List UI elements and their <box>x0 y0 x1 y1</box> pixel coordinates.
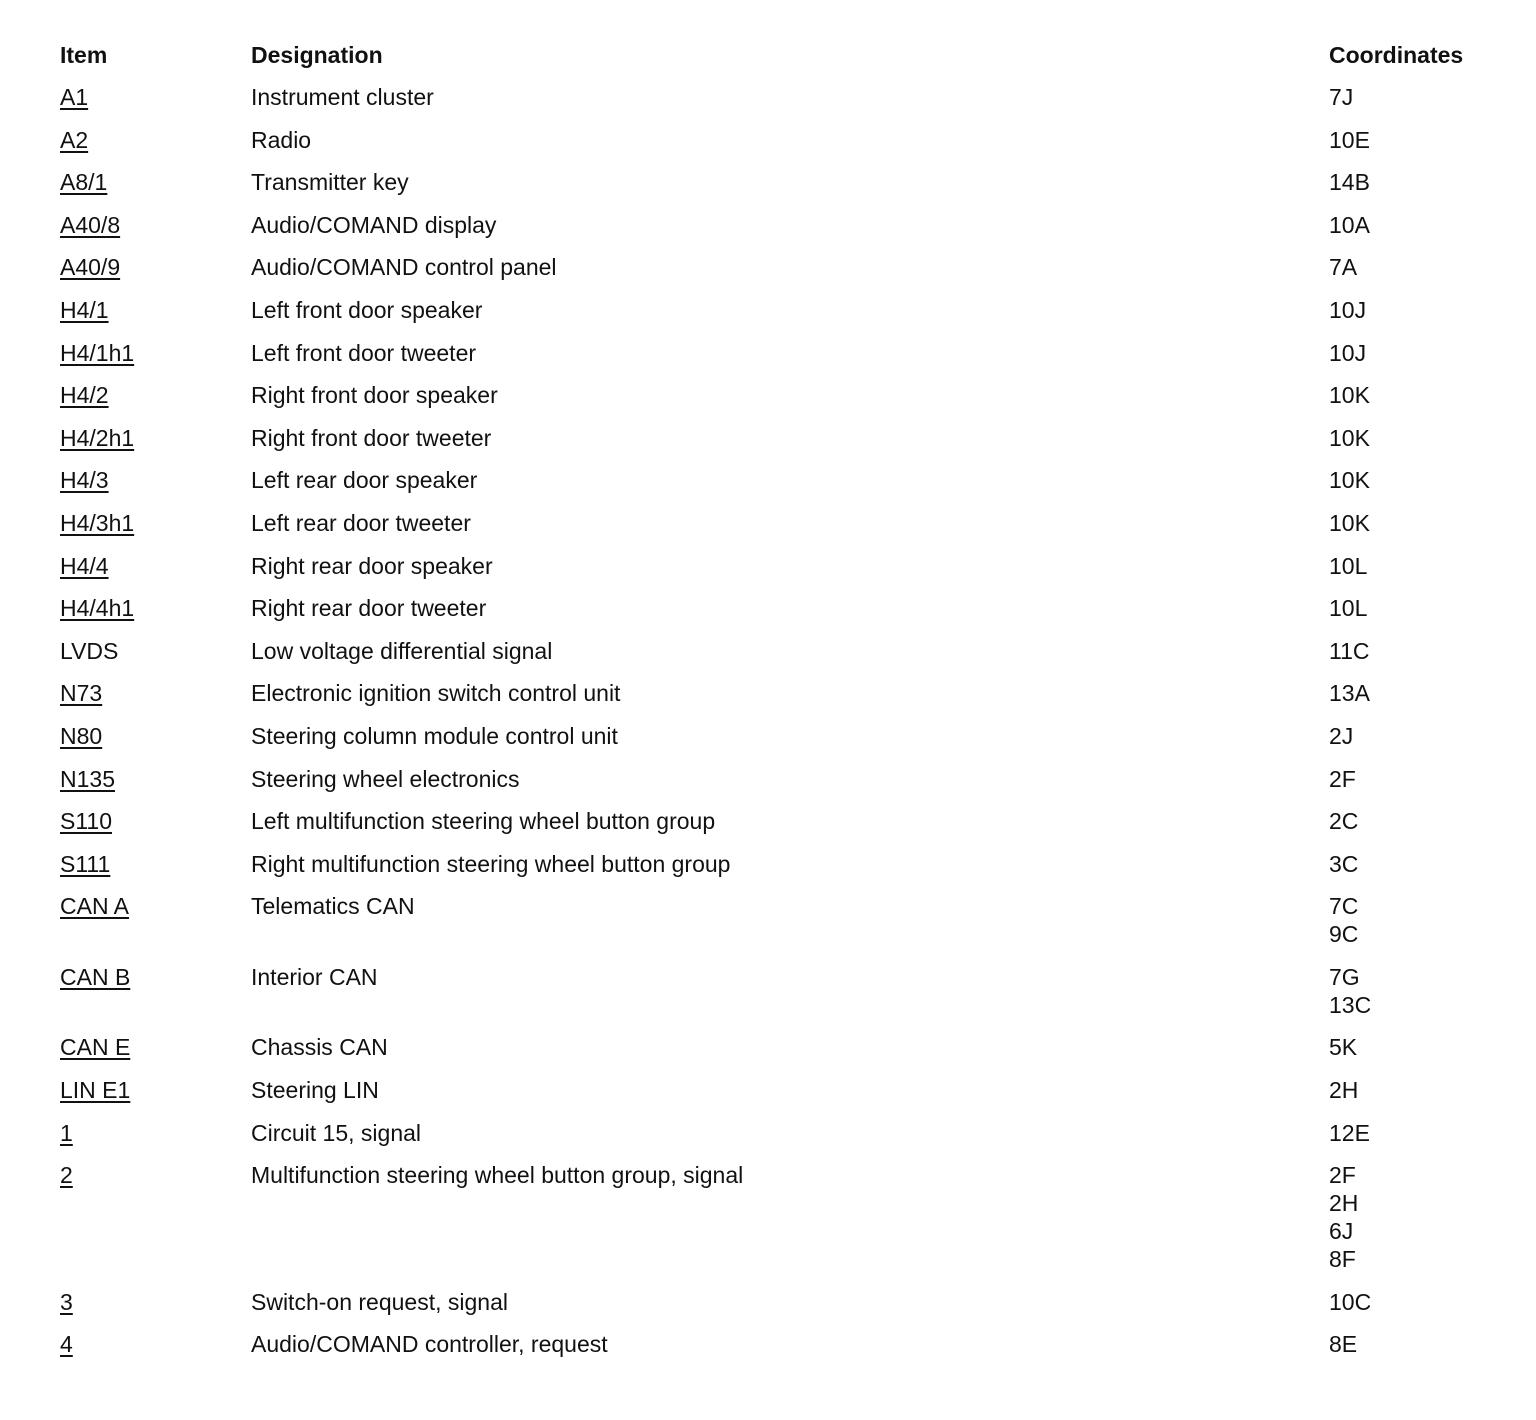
coordinates-cell <box>1329 509 1500 552</box>
item-link[interactable]: 1 <box>60 1119 73 1146</box>
table-row <box>60 594 1500 637</box>
coordinate-value: 7G <box>1329 963 1360 990</box>
designation-cell: Steering column module control unit <box>251 722 618 749</box>
item-link[interactable]: N80 <box>60 722 103 749</box>
coordinates-cell <box>1329 296 1500 339</box>
coordinate-value: 10J <box>1329 296 1367 323</box>
coordinate-value: 7C <box>1329 893 1359 920</box>
designation-cell: Left rear door tweeter <box>251 509 471 536</box>
coordinates-cell <box>1329 126 1500 169</box>
item-link[interactable]: N135 <box>60 765 115 792</box>
coordinate-value: 13A <box>1329 680 1370 707</box>
item-cell <box>60 552 251 595</box>
coordinates-cell <box>1329 253 1500 296</box>
table-row <box>60 850 1500 893</box>
coordinate-value: 12E <box>1329 1119 1370 1146</box>
coordinates-cell <box>1329 552 1500 595</box>
item-link[interactable]: LIN E1 <box>60 1077 131 1104</box>
coordinates-cell <box>1329 466 1500 509</box>
table-row <box>60 963 1500 1034</box>
item-cell <box>60 83 251 126</box>
coordinate-value: 10K <box>1329 467 1370 494</box>
designation-cell: Audio/COMAND control panel <box>251 254 557 281</box>
coordinate-value: 10A <box>1329 211 1370 238</box>
item-link[interactable]: N73 <box>60 680 103 707</box>
coordinates-cell <box>1329 211 1500 254</box>
coordinates-cell <box>1329 892 1500 963</box>
designation-cell: Steering LIN <box>251 1077 379 1104</box>
table-row <box>60 722 1500 765</box>
designation-cell: Radio <box>251 126 312 153</box>
table-row <box>60 552 1500 595</box>
coordinate-value: 11C <box>1329 637 1370 664</box>
table-row <box>60 509 1500 552</box>
item-cell <box>60 1076 251 1119</box>
item-link[interactable]: A1 <box>60 84 89 110</box>
item-cell <box>60 963 251 1034</box>
table-row <box>60 765 1500 808</box>
item-cell <box>60 1033 251 1076</box>
item-cell <box>60 509 251 552</box>
coordinate-value: 5K <box>1329 1034 1358 1061</box>
item-link[interactable]: 2 <box>60 1162 73 1189</box>
coordinates-cell <box>1329 1119 1500 1162</box>
coordinates-cell <box>1329 850 1500 893</box>
coordinates-cell <box>1329 722 1500 765</box>
coordinates-cell <box>1329 339 1500 382</box>
table-row <box>60 253 1500 296</box>
item-link[interactable]: H4/1h1 <box>60 339 135 366</box>
coordinates-cell <box>1329 963 1500 1034</box>
coordinate-value: 10K <box>1329 424 1370 451</box>
coordinate-value: 9C <box>1329 921 1359 948</box>
header-row <box>60 41 1500 83</box>
designation-cell: Steering wheel electronics <box>251 765 520 792</box>
designation-cell: Right multifunction steering wheel button group <box>251 850 731 877</box>
table-row <box>60 339 1500 382</box>
coordinate-value: 14B <box>1329 169 1370 196</box>
item-cell <box>60 211 251 254</box>
item-column-header: Item <box>60 42 108 68</box>
designation-cell: Circuit 15, signal <box>251 1119 422 1146</box>
item-cell <box>60 381 251 424</box>
item-link[interactable]: CAN A <box>60 893 130 920</box>
coordinate-value: 2H <box>1329 1077 1359 1104</box>
item-cell <box>60 1288 251 1331</box>
designation-cell: Audio/COMAND controller, request <box>251 1331 608 1358</box>
designation-cell: Low voltage differential signal <box>251 637 553 664</box>
table-row <box>60 1033 1500 1076</box>
item-link[interactable]: 3 <box>60 1288 73 1315</box>
table-row <box>60 83 1500 126</box>
coordinates-cell <box>1329 1330 1500 1373</box>
coordinate-value: 2F <box>1329 765 1356 792</box>
coordinates-cell <box>1329 1288 1500 1331</box>
coordinates-cell <box>1329 679 1500 722</box>
coordinate-value: 10E <box>1329 126 1370 153</box>
coordinate-value: 10C <box>1329 1288 1372 1315</box>
item-cell <box>60 722 251 765</box>
coordinates-cell <box>1329 381 1500 424</box>
item-cell <box>60 679 251 722</box>
coordinate-value: 2C <box>1329 808 1359 835</box>
item-link[interactable]: CAN B <box>60 963 131 990</box>
item-link[interactable]: H4/4 <box>60 552 109 579</box>
designation-cell: Interior CAN <box>251 963 378 990</box>
coordinates-cell <box>1329 1161 1500 1288</box>
item-cell <box>60 1330 251 1373</box>
table-row <box>60 637 1500 680</box>
table-row <box>60 807 1500 850</box>
item-cell <box>60 253 251 296</box>
designation-cell: Switch-on request, signal <box>251 1288 508 1315</box>
item-link[interactable]: A8/1 <box>60 169 108 196</box>
item-cell <box>60 126 251 169</box>
coordinate-value: 2H <box>1329 1190 1359 1217</box>
item-label: LVDS <box>60 637 119 664</box>
designation-cell: Multifunction steering wheel button group, signal <box>251 1162 744 1189</box>
coordinates-cell <box>1329 1076 1500 1119</box>
item-cell <box>60 765 251 808</box>
item-cell <box>60 850 251 893</box>
item-cell <box>60 1119 251 1162</box>
table-row <box>60 466 1500 509</box>
item-cell <box>60 807 251 850</box>
table-row <box>60 381 1500 424</box>
designation-cell: Right rear door speaker <box>251 552 493 579</box>
coordinates-cell <box>1329 594 1500 637</box>
item-link[interactable]: H4/2h1 <box>60 424 135 451</box>
coordinates-column-header: Coordinates <box>1329 42 1464 68</box>
coordinate-value: 10L <box>1329 595 1368 622</box>
designation-cell: Left front door speaker <box>251 296 483 323</box>
coordinate-value: 2F <box>1329 1162 1356 1189</box>
item-link[interactable]: H4/3 <box>60 467 109 494</box>
coordinates-cell <box>1329 424 1500 467</box>
item-cell <box>60 339 251 382</box>
coordinates-cell <box>1329 83 1500 126</box>
designation-cell: Telematics CAN <box>251 893 415 920</box>
item-link[interactable]: H4/3h1 <box>60 509 135 536</box>
table-row <box>60 1076 1500 1119</box>
table-row <box>60 679 1500 722</box>
legend-table <box>60 41 1500 1373</box>
coordinates-cell <box>1329 765 1500 808</box>
designation-column-header: Designation <box>251 42 383 68</box>
coordinate-value: 3C <box>1329 850 1359 877</box>
item-cell <box>60 424 251 467</box>
coordinates-cell <box>1329 807 1500 850</box>
designation-cell: Electronic ignition switch control unit <box>251 680 621 707</box>
table-row <box>60 1161 1500 1288</box>
item-link[interactable]: S110 <box>60 808 113 835</box>
item-cell <box>60 892 251 963</box>
item-cell <box>60 296 251 339</box>
table-row <box>60 211 1500 254</box>
designation-cell: Left multifunction steering wheel button group <box>251 808 716 835</box>
table-row <box>60 126 1500 169</box>
designation-cell: Right rear door tweeter <box>251 595 487 622</box>
item-link[interactable]: A2 <box>60 126 89 153</box>
coordinate-value: 10L <box>1329 552 1368 579</box>
item-cell <box>60 168 251 211</box>
table-row <box>60 892 1500 963</box>
coordinates-cell <box>1329 168 1500 211</box>
coordinate-value: 2J <box>1329 722 1354 749</box>
legend-body <box>60 83 1500 1373</box>
item-cell <box>60 594 251 637</box>
coordinate-value: 10K <box>1329 382 1370 409</box>
coordinate-value: 6J <box>1329 1218 1354 1245</box>
table-row <box>60 424 1500 467</box>
item-link[interactable]: 4 <box>60 1331 73 1358</box>
coordinate-value: 10K <box>1329 509 1370 536</box>
designation-cell: Left front door tweeter <box>251 339 477 366</box>
item-link[interactable]: A40/8 <box>60 211 121 238</box>
item-link[interactable]: S111 <box>60 850 111 877</box>
table-row <box>60 1288 1500 1331</box>
designation-cell: Instrument cluster <box>251 84 434 110</box>
designation-cell: Chassis CAN <box>251 1034 388 1061</box>
item-cell <box>60 466 251 509</box>
coordinate-value: 7J <box>1329 84 1354 110</box>
item-link[interactable]: H4/4h1 <box>60 595 135 622</box>
coordinate-value: 13C <box>1329 991 1372 1018</box>
table-row <box>60 296 1500 339</box>
item-link[interactable]: A40/9 <box>60 254 121 281</box>
coordinates-cell <box>1329 1033 1500 1076</box>
coordinate-value: 10J <box>1329 339 1367 366</box>
coordinate-value: 8E <box>1329 1331 1358 1358</box>
coordinate-value: 7A <box>1329 254 1358 281</box>
designation-cell: Transmitter key <box>251 169 409 196</box>
designation-cell: Left rear door speaker <box>251 467 478 494</box>
item-link[interactable]: H4/1 <box>60 296 109 323</box>
coordinates-cell <box>1329 637 1500 680</box>
item-link[interactable]: CAN E <box>60 1034 131 1061</box>
item-cell <box>60 637 251 680</box>
designation-cell: Right front door speaker <box>251 382 498 409</box>
table-row <box>60 1330 1500 1373</box>
item-cell <box>60 1161 251 1288</box>
item-link[interactable]: H4/2 <box>60 382 109 409</box>
table-row <box>60 1119 1500 1162</box>
table-row <box>60 168 1500 211</box>
coordinate-value: 8F <box>1329 1246 1356 1273</box>
designation-cell: Audio/COMAND display <box>251 211 497 238</box>
designation-cell: Right front door tweeter <box>251 424 492 451</box>
